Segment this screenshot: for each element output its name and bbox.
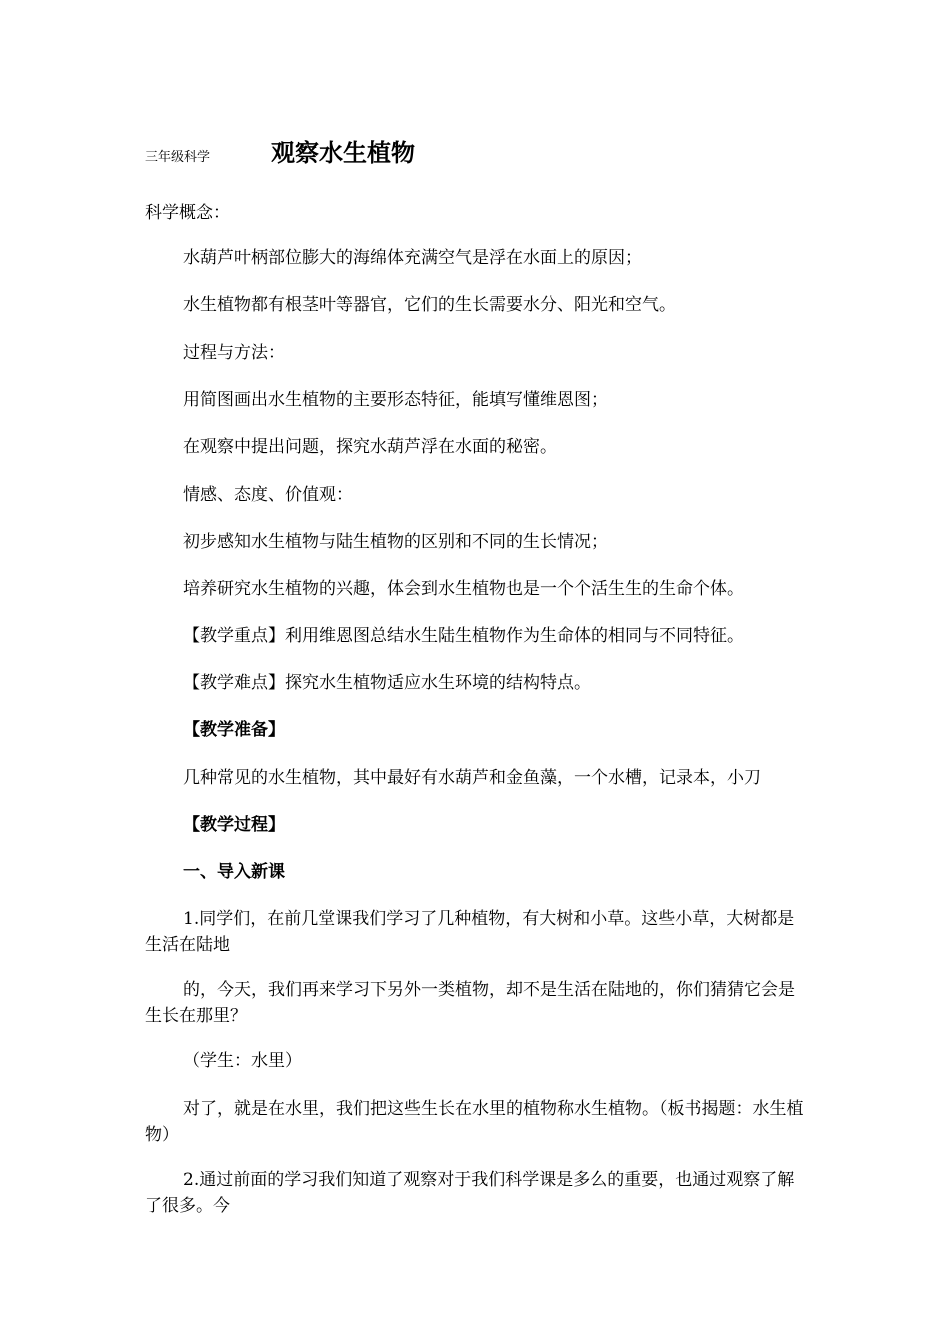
- process-heading: 过程与方法：: [183, 343, 285, 363]
- teaching-process-heading: 【教学过程】: [183, 815, 285, 835]
- concept-heading: 科学概念：: [145, 203, 230, 223]
- attitude-item: 培养研究水生植物的兴趣，体会到水生植物也是一个个活生生的生命个体。: [183, 579, 744, 599]
- intro-heading: 一、导入新课: [183, 862, 285, 882]
- process-item: 在观察中提出问题，探究水葫芦浮在水面的秘密。: [183, 437, 557, 457]
- difficulty-point: 【教学难点】探究水生植物适应水生环境的结构特点。: [183, 673, 591, 693]
- key-point: 【教学重点】利用维恩图总结水生陆生植物作为生命体的相同与不同特征。: [183, 626, 744, 646]
- attitude-item: 初步感知水生植物与陆生植物的区别和不同的生长情况；: [183, 532, 608, 552]
- prep-heading: 【教学准备】: [183, 720, 285, 740]
- body-paragraph: 2.通过前面的学习我们知道了观察对于我们科学课是多么的重要，也通过观察了解了很多。今: [145, 1170, 795, 1216]
- body-paragraph: 的，今天，我们再来学习下另外一类植物，却不是生活在陆地的，你们猜猜它会是生长在那里？: [145, 980, 795, 1026]
- body-paragraph: 对了，就是在水里，我们把这些生长在水里的植物称水生植物。（板书揭题：水生植物）: [145, 1099, 804, 1145]
- grade-label: 三年级科学: [145, 150, 211, 165]
- page-title: 观察水生植物: [271, 139, 415, 167]
- process-item: 用简图画出水生植物的主要形态特征，能填写懂维恩图；: [183, 390, 608, 410]
- concept-item: 水葫芦叶柄部位膨大的海绵体充满空气是浮在水面上的原因；: [183, 248, 642, 268]
- prep-text: 几种常见的水生植物，其中最好有水葫芦和金鱼藻，一个水槽，记录本，小刀: [183, 768, 761, 788]
- concept-item: 水生植物都有根茎叶等器官，它们的生长需要水分、阳光和空气。: [183, 295, 676, 315]
- attitude-heading: 情感、态度、价值观：: [183, 485, 353, 505]
- body-paragraph: （学生：水里）: [183, 1051, 302, 1071]
- body-paragraph: 1.同学们，在前几堂课我们学习了几种植物，有大树和小草。这些小草，大树都是生活在陆地: [145, 909, 795, 955]
- document-header: [145, 133, 415, 168]
